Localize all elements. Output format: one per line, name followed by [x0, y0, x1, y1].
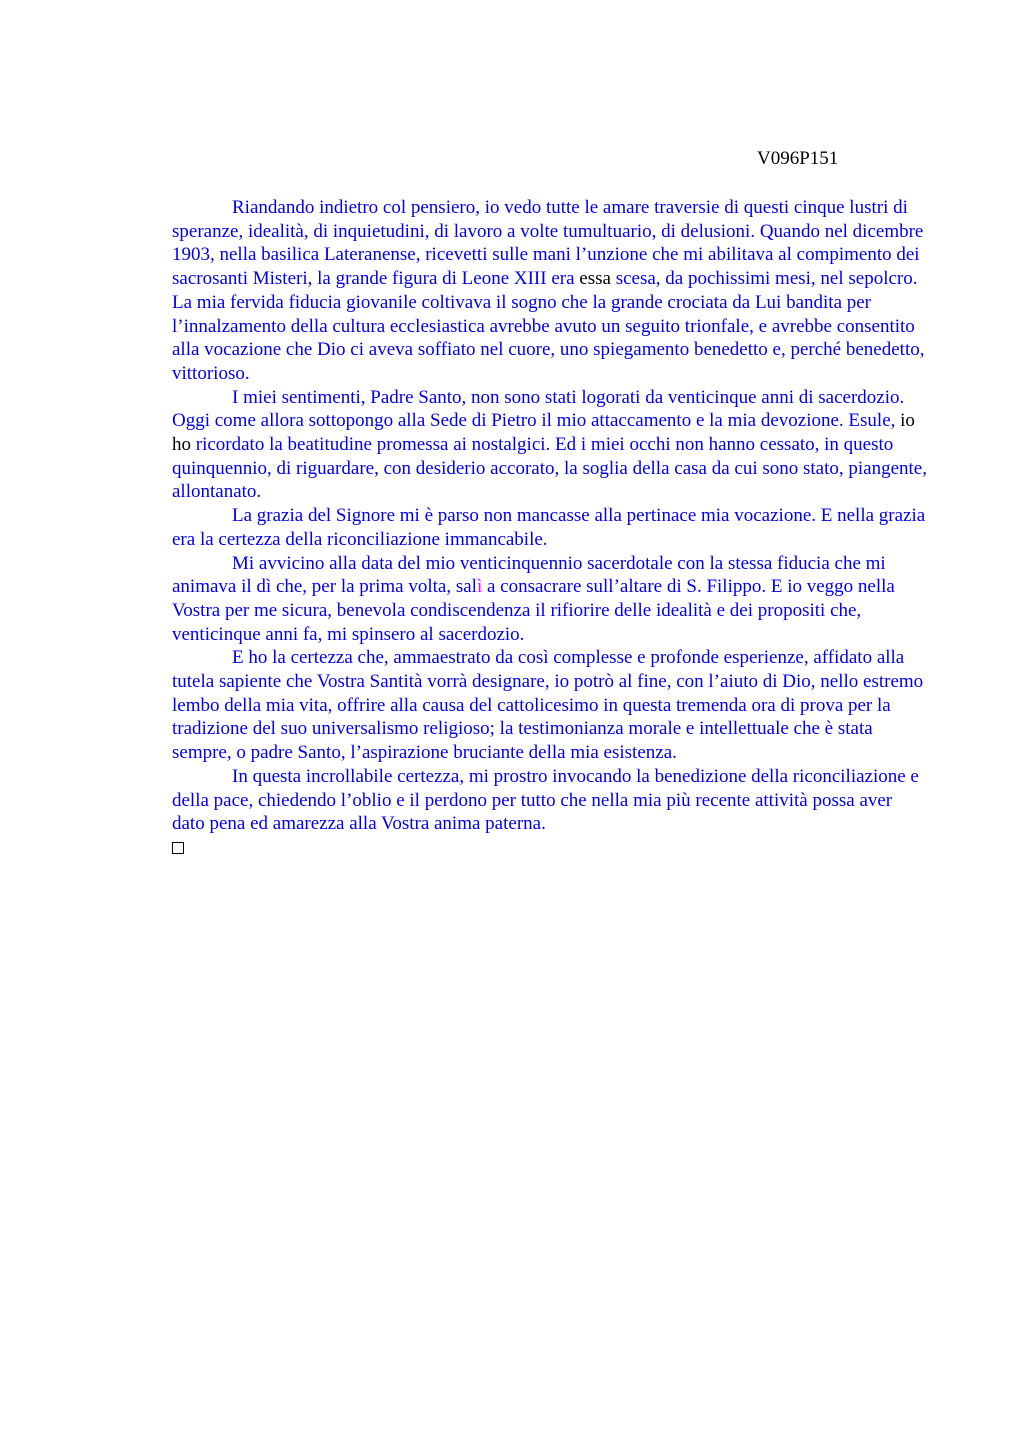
- paragraph-4: [172, 552, 928, 647]
- paragraph-text: scesa, da pochissimi mesi, nel sepolcro. La mia fervida fiducia giovanile coltivava il sogno che la grande crociata da Lui bandita per l’innalzamento della cultura ecclesiastica avrebbe avuto un seguito trionfale, e avrebbe consentito alla vocazione che Dio ci aveva soffiato nel cuore, uno spiegamento benedetto e, perché benedetto, vittorioso.: [172, 268, 925, 384]
- paragraph-text: E ho la certezza che, ammaestrato da così complesse e profonde esperienze, affidato alla tutela sapiente che Vostra Santità vorrà designare, io potrò al fine, con l’aiuto di Dio, nello estremo lembo della mia vita, offrire alla causa del cattolicesimo in questa tremenda ora di prova per la tradizione del suo universalismo religioso; la testimonianza morale e intellettuale che è stata sempre, o padre Santo, l’aspirazione bruciante della mia esistenza.: [172, 647, 924, 764]
- paragraph-1: [172, 196, 928, 386]
- accent-char: ì: [476, 576, 483, 598]
- paragraph-2: [172, 386, 928, 505]
- paragraph-text: ricordato la beatitudine promessa ai nostalgici. Ed i miei occhi non hanno cessato, in questo quinquennio, di riguardare, con desiderio accorato, la soglia della casa da cui sono stato, piangente, allontanato.: [172, 434, 927, 503]
- page-identifier: V096P151: [757, 148, 839, 169]
- paragraph-6: [172, 765, 928, 836]
- paragraph-5: [172, 646, 928, 765]
- black-word: io ho: [172, 410, 915, 456]
- paragraph-text: Mi avvicino alla data del mio venticinquennio sacerdotale con la stessa fiducia che mi animava il dì che, per la prima volta, sal: [172, 552, 886, 598]
- letter-body: [172, 196, 928, 861]
- black-word: essa: [579, 268, 611, 290]
- paragraph-text: La grazia del Signore mi è parso non mancasse alla pertinace mia vocazione. E nella grazia era la certezza della riconciliazione immancabile.: [172, 505, 926, 550]
- paragraph-text: In questa incrollabile certezza, mi prostro invocando la benedizione della riconciliazione e della pace, chiedendo l’oblio e il perdono per tutto che nella mia più recente attività possa aver dato pena ed amarezza alla Vostra anima paterna.: [172, 765, 919, 835]
- end-box-icon: [172, 842, 184, 854]
- paragraph-text: a consacrare sull’altare di S. Filippo. E io veggo nella Vostra per me sicura, benevola condiscendenza il rifiorire delle idealità e dei propositi che, venticinque anni fa, mi spinsero al sacerdozio.: [172, 576, 895, 645]
- paragraph-3: [172, 504, 928, 551]
- paragraph-text: Riandando indietro col pensiero, io vedo tutte le amare traversie di questi cinque lustri di speranze, idealità, di inquietudini, di lavoro a volte tumultuario, di delusioni. Quando nel dicembre 1903, nella basilica Lateranense, ricevetti sulle mani l’unzione che mi abilitava al compimento dei sacrosanti Misteri, la grande figura di Leone XIII era: [172, 197, 924, 290]
- paragraph-text: I miei sentimenti, Padre Santo, non sono stati logorati da venticinque anni di sacerdozio. Oggi come allora sottopongo alla Sede di Pietro il mio attaccamento e la mia devozione. Esule,: [172, 386, 905, 432]
